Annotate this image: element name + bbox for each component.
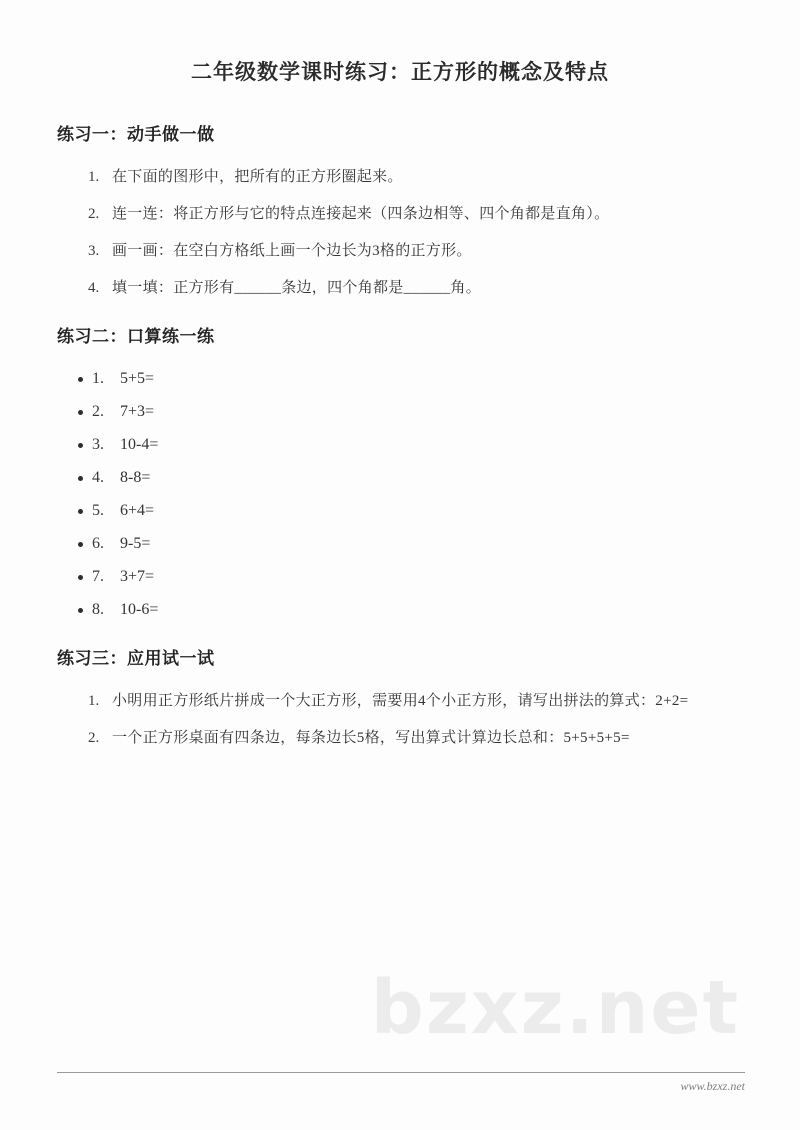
item-number: 1. xyxy=(92,370,104,387)
item-text: 小明用正方形纸片拼成一个大正方形，需要用4个小正方形，请写出拼法的算式：2+2= xyxy=(112,693,689,709)
section-one-list xyxy=(57,167,743,298)
math-expression: 7+3= xyxy=(120,403,155,420)
bullet-icon xyxy=(78,509,83,514)
list-item xyxy=(78,600,743,620)
page-title: 二年级数学课时练习：正方形的概念及特点 xyxy=(191,60,609,84)
item-number: 6. xyxy=(92,535,104,552)
list-item xyxy=(78,369,743,389)
list-item xyxy=(78,435,743,455)
list-item xyxy=(88,728,743,748)
math-expression: 9-5= xyxy=(120,535,151,552)
item-number: 3. xyxy=(88,243,100,259)
list-item xyxy=(88,691,743,711)
list-item xyxy=(78,567,743,587)
footer-divider xyxy=(57,1072,745,1073)
item-number: 8. xyxy=(92,601,104,618)
item-text: 填一填：正方形有______条边，四个角都是______角。 xyxy=(112,280,482,296)
item-text: 连一连：将正方形与它的特点连接起来（四条边相等、四个角都是直角）。 xyxy=(112,206,610,222)
item-number: 1. xyxy=(88,693,100,709)
section-two-list xyxy=(57,369,743,620)
math-expression: 3+7= xyxy=(120,568,155,585)
item-number: 4. xyxy=(92,469,104,486)
list-item xyxy=(78,402,743,422)
item-number: 2. xyxy=(88,206,100,222)
watermark-text: bzxz.net xyxy=(370,965,740,1051)
bullet-icon xyxy=(78,443,83,448)
math-expression: 5+5= xyxy=(120,370,155,387)
item-number: 4. xyxy=(88,280,100,296)
item-number: 5. xyxy=(92,502,104,519)
section-two-heading: 练习二：口算练一练 xyxy=(57,327,215,346)
bullet-icon xyxy=(78,476,83,481)
item-text: 画一画：在空白方格纸上画一个边长为3格的正方形。 xyxy=(112,243,472,259)
list-item xyxy=(88,241,743,261)
item-number: 1. xyxy=(88,169,100,185)
math-expression: 10-4= xyxy=(120,436,159,453)
bullet-icon xyxy=(78,608,83,613)
item-number: 3. xyxy=(92,436,104,453)
bullet-icon xyxy=(78,410,83,415)
list-item xyxy=(78,501,743,521)
math-expression: 8-8= xyxy=(120,469,151,486)
item-text: 一个正方形桌面有四条边，每条边长5格，写出算式计算边长总和：5+5+5+5= xyxy=(112,730,630,746)
bullet-icon xyxy=(78,575,83,580)
section-three-heading: 练习三：应用试一试 xyxy=(57,649,215,668)
bullet-icon xyxy=(78,542,83,547)
list-item xyxy=(88,278,743,298)
footer-url: www.bzxz.net xyxy=(680,1079,745,1093)
list-item xyxy=(78,534,743,554)
list-item xyxy=(88,167,743,187)
math-expression: 10-6= xyxy=(120,601,159,618)
math-expression: 6+4= xyxy=(120,502,155,519)
item-number: 2. xyxy=(88,730,100,746)
item-number: 2. xyxy=(92,403,104,420)
list-item xyxy=(88,204,743,224)
section-three-list xyxy=(57,691,743,748)
section-one-heading: 练习一：动手做一做 xyxy=(57,125,215,144)
bullet-icon xyxy=(78,377,83,382)
list-item xyxy=(78,468,743,488)
item-number: 7. xyxy=(92,568,104,585)
item-text: 在下面的图形中，把所有的正方形圈起来。 xyxy=(112,169,403,185)
